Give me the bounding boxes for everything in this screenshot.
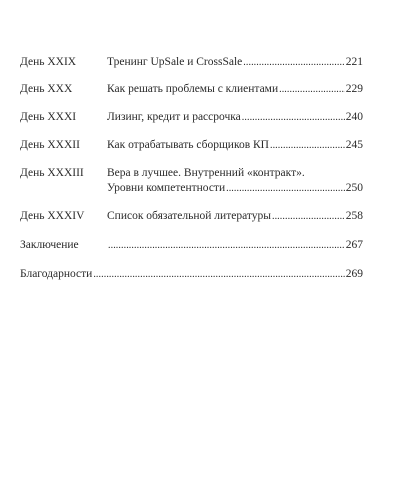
toc-day-label: День XXXIII xyxy=(20,167,84,179)
dot-leader xyxy=(108,238,345,253)
toc-entry-acknowledgements[interactable] xyxy=(20,267,363,282)
toc-entry-title: Лизинг, кредит и рассрочка xyxy=(107,111,241,123)
toc-page-number: 269 xyxy=(345,268,363,280)
dot-leader xyxy=(279,82,345,97)
toc-day-label: День XXXI xyxy=(20,111,77,123)
toc-page-number: 221 xyxy=(345,56,363,68)
dot-leader xyxy=(272,209,345,224)
toc-section-label: Заключение xyxy=(20,239,79,251)
dot-leader xyxy=(270,138,345,153)
dot-leader xyxy=(242,110,345,125)
toc-page-number: 267 xyxy=(345,239,363,251)
dot-leader xyxy=(243,55,344,70)
toc-section-label: Благодарности xyxy=(20,268,93,280)
toc-page-number: 229 xyxy=(345,83,363,95)
toc-day-label: День XXIX xyxy=(20,56,77,68)
toc-entry-title: Как отрабатывать сборщиков КП xyxy=(107,139,269,151)
toc-entry-title-line-1: Вера в лучшее. Внутренний «контракт». xyxy=(107,167,305,179)
toc-day-label: День XXX xyxy=(20,83,73,95)
toc-page-number: 240 xyxy=(345,111,363,123)
toc-day-label: День XXXII xyxy=(20,139,80,151)
toc-entry-title-line-2: Уровни компетентности xyxy=(107,182,226,194)
toc-day-label: День XXXIV xyxy=(20,210,85,222)
toc-entry-title: Список обязательной литературы xyxy=(107,210,271,222)
toc-entry-title: Тренинг UpSale и CrossSale xyxy=(107,56,243,68)
toc-page-number: 245 xyxy=(345,139,363,151)
toc-page-number: 250 xyxy=(345,182,363,194)
dot-leader xyxy=(226,181,345,196)
dot-leader xyxy=(93,267,344,282)
toc-page-number: 258 xyxy=(345,210,363,222)
toc-entry-title: Как решать проблемы с клиентами xyxy=(107,83,279,95)
